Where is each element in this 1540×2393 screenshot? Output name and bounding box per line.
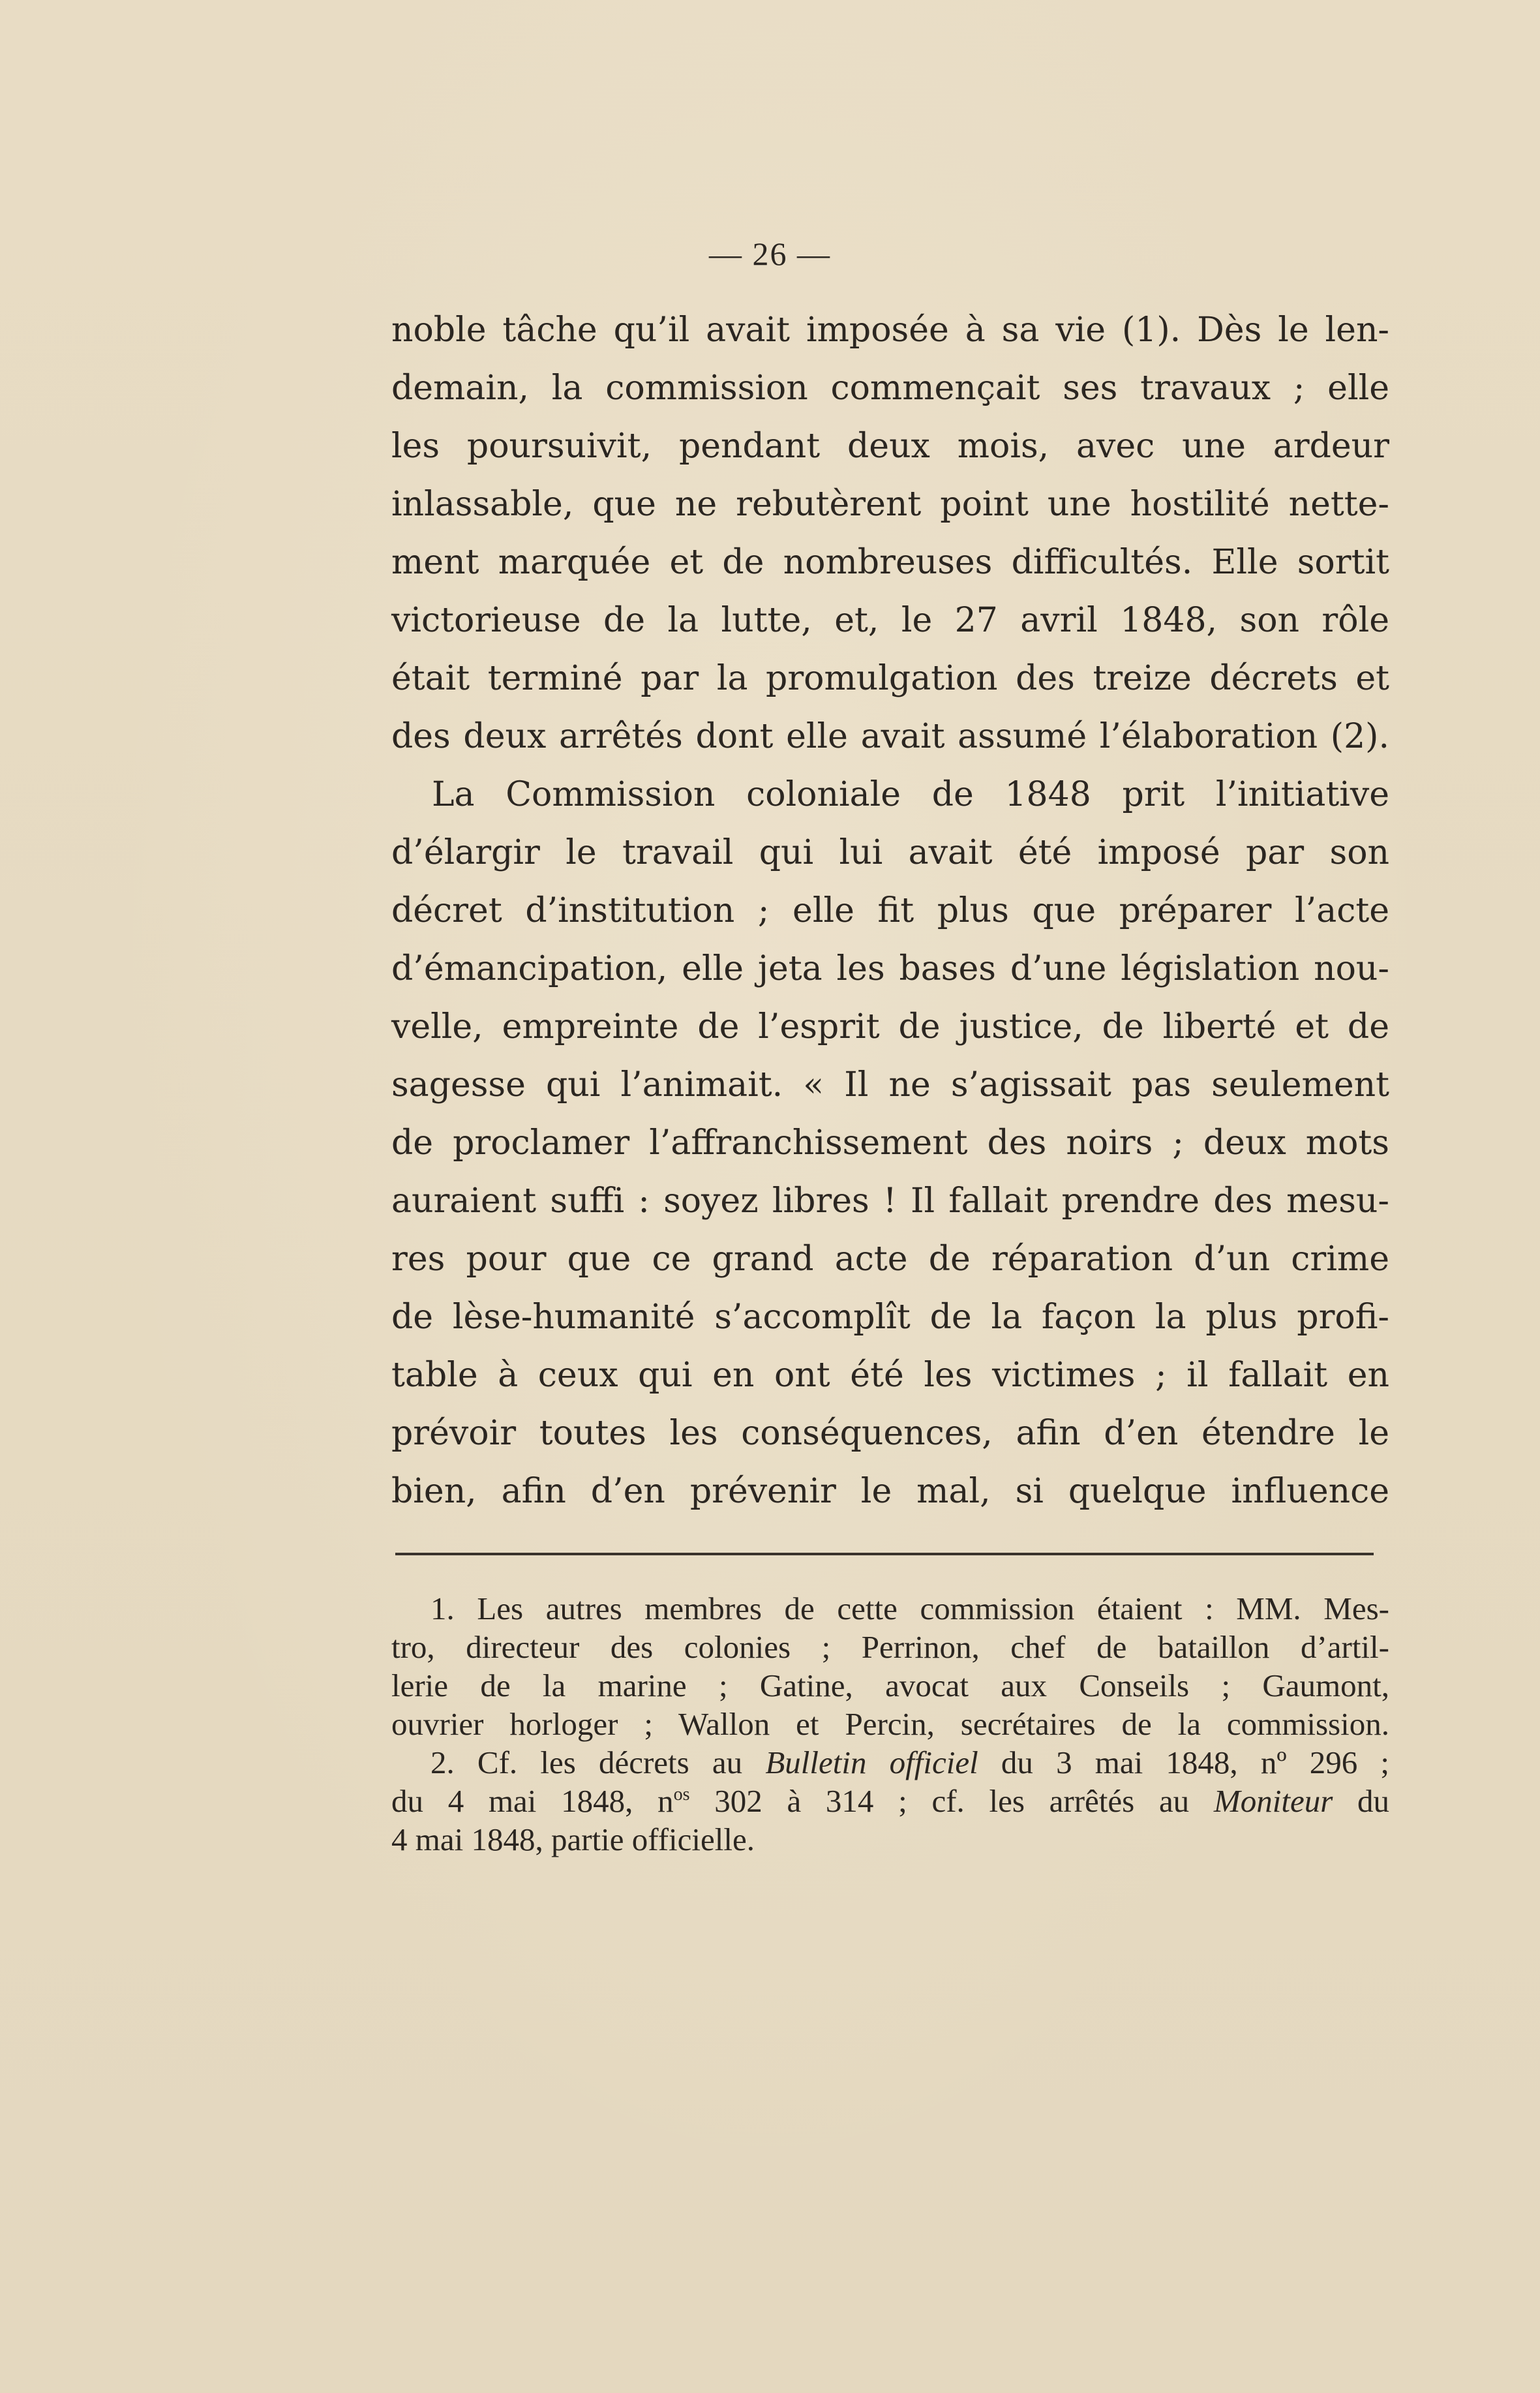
- body-line: de lèse-humanité s’accomplît de la façon la plus profi-: [391, 1298, 1389, 1337]
- body-line: décret d’institution ; elle fit plus que préparer l’acte: [391, 891, 1389, 930]
- footnote-divider: [395, 1553, 1374, 1555]
- body-line: velle, empreinte de l’esprit de justice, de liberté et de: [391, 1007, 1389, 1046]
- body-line: La Commission coloniale de 1848 prit l’initiative: [432, 775, 1389, 814]
- body-line: auraient suffi : soyez libres ! Il fallait prendre des mesu-: [391, 1181, 1389, 1221]
- body-line: des deux arrêtés dont elle avait assumé l’élaboration (2).: [391, 717, 1389, 756]
- footnote-2-superscript: os: [673, 1784, 690, 1805]
- page-number: — 26 —: [709, 236, 831, 272]
- footnote-1-line: tro, directeur des colonies ; Perrinon, chef de bataillon d’artil-: [391, 1629, 1389, 1665]
- body-line: d’élargir le travail qui lui avait été imposé par son: [391, 833, 1389, 872]
- body-line: de proclamer l’affranchissement des noirs ; deux mots: [391, 1123, 1389, 1163]
- footnote-2-italic-title: Moniteur: [1213, 1783, 1333, 1819]
- footnote-2-italic-title: Bulletin officiel: [765, 1745, 978, 1780]
- footnote-2-text: 2. Cf. les décrets au: [430, 1745, 766, 1780]
- body-line: était terminé par la promulgation des treize décrets et: [391, 659, 1389, 698]
- body-line: inlassable, que ne rebutèrent point une hostilité nette-: [391, 485, 1389, 524]
- footnote-1-line: 1. Les autres membres de cette commission étaient : MM. Mes-: [430, 1591, 1389, 1626]
- body-line: d’émancipation, elle jeta les bases d’une législation nou-: [391, 949, 1389, 988]
- footnote-1-line: lerie de la marine ; Gatine, avocat aux Conseils ; Gaumont,: [391, 1668, 1389, 1703]
- body-line: prévoir toutes les conséquences, afin d’en étendre le: [391, 1414, 1389, 1453]
- footnote-2-line: [391, 1782, 1389, 1820]
- body-line: bien, afin d’en prévenir le mal, si quelque influence: [391, 1472, 1389, 1511]
- body-line: table à ceux qui en ont été les victimes ; il fallait en: [391, 1356, 1389, 1395]
- body-text: [391, 301, 1389, 1521]
- body-line: noble tâche qu’il avait imposée à sa vie (1). Dès le len-: [391, 311, 1389, 350]
- footnote-2-text: du 4 mai 1848, n: [391, 1783, 674, 1819]
- body-line: ment marquée et de nombreuses difficultés. Elle sortit: [391, 543, 1389, 582]
- footnote-2-text: du 3 mai 1848, nº 296 ;: [978, 1745, 1389, 1780]
- body-line: les poursuivit, pendant deux mois, avec une ardeur: [391, 427, 1389, 466]
- footnote-2-text: 302 à 314 ; cf. les arrêtés au: [689, 1783, 1214, 1819]
- body-line: sagesse qui l’animait. « Il ne s’agissait pas seulement: [391, 1065, 1389, 1105]
- footnotes: [391, 1589, 1389, 1859]
- body-line: res pour que ce grand acte de réparation d’un crime: [391, 1240, 1389, 1279]
- footnote-1-line: ouvrier horloger ; Wallon et Percin, secrétaires de la commission.: [391, 1706, 1389, 1742]
- footnote-2-line: 4 mai 1848, partie officielle.: [391, 1821, 755, 1857]
- footnote-2-line: [391, 1743, 1389, 1782]
- body-line: demain, la commission commençait ses travaux ; elle: [391, 369, 1389, 408]
- body-line: victorieuse de la lutte, et, le 27 avril 1848, son rôle: [391, 601, 1389, 640]
- footnote-2-text: du: [1333, 1783, 1389, 1819]
